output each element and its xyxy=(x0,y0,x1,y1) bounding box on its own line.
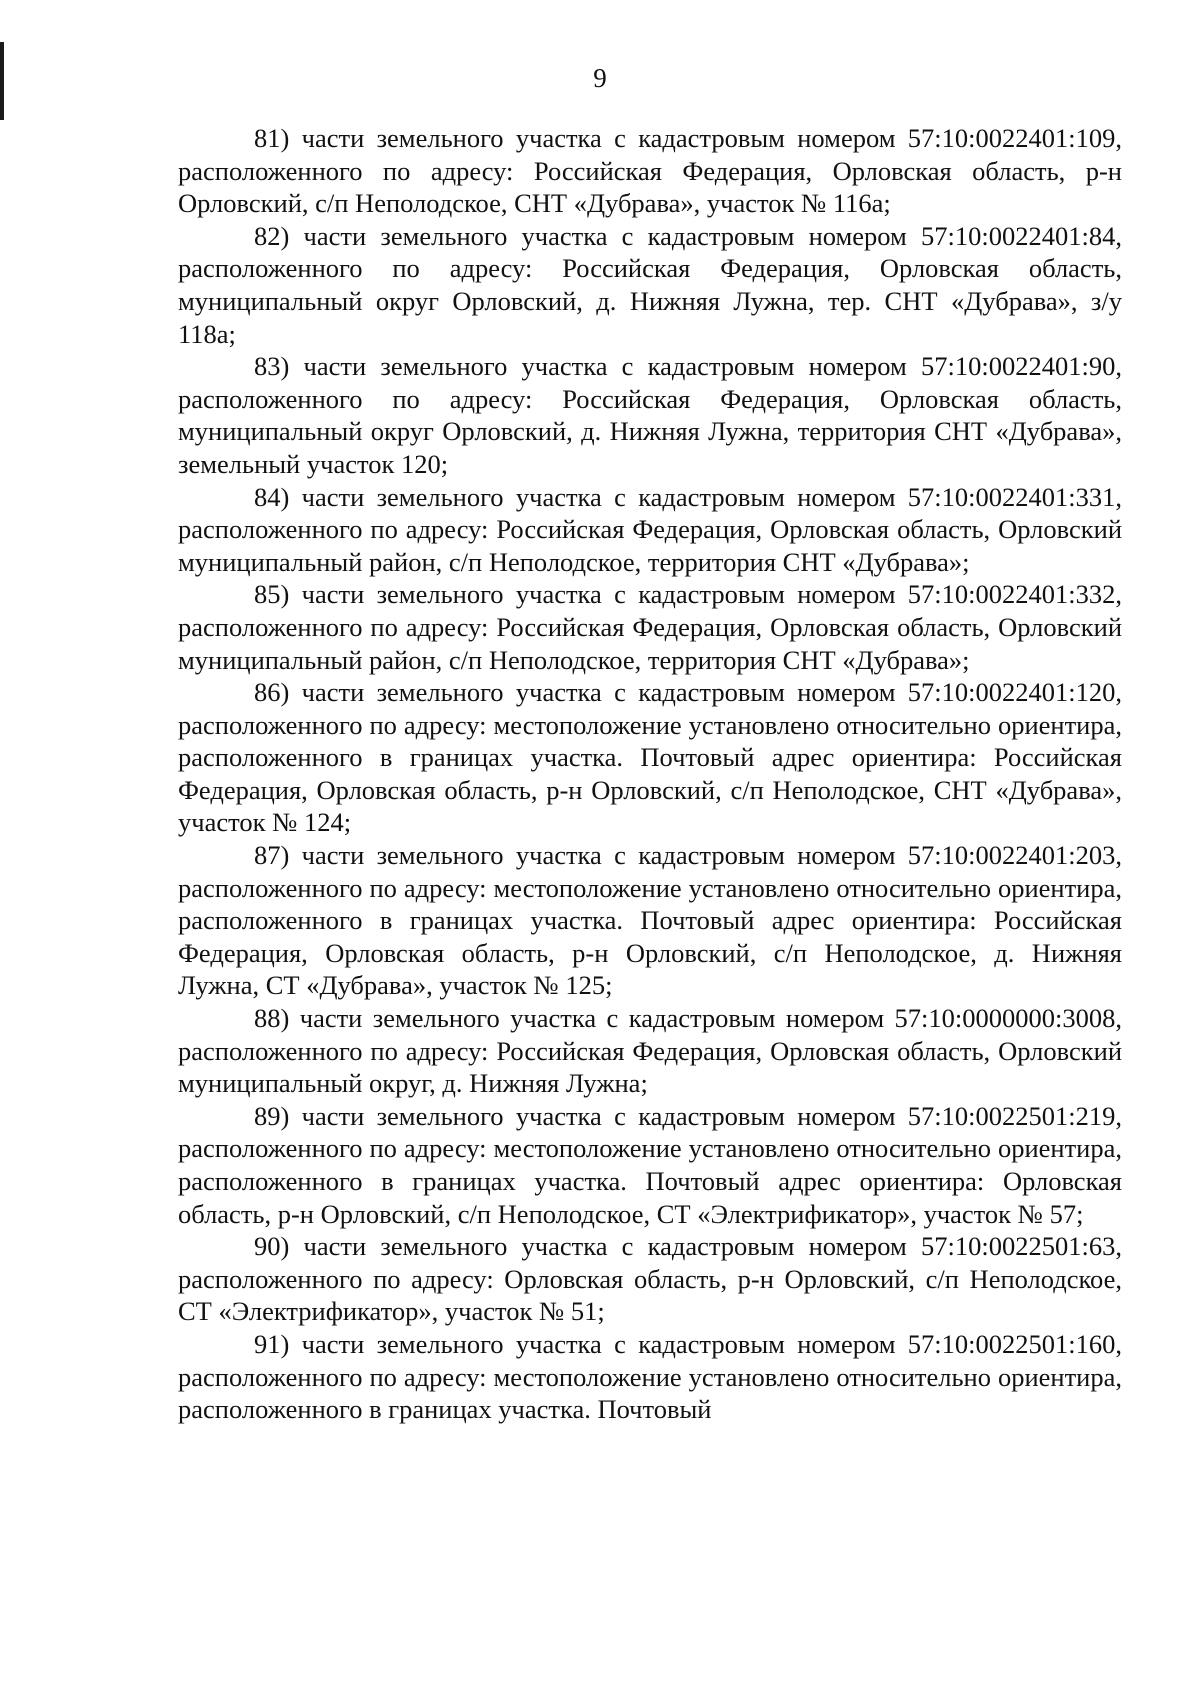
paragraph-item-88: 88) части земельного участка с кадастровым номером 57:10:0000000:3008, расположенного по адресу: Российская Федерация, Орловская область, Орловский муниципальный округ, д. Нижняя Лужна; xyxy=(178,1003,1122,1099)
paragraph-item-82: 82) части земельного участка с кадастровым номером 57:10:0022401:84, расположенного по адресу: Российская Федерация, Орловская область, муниципальный округ Орловский, д. Нижняя Лужна, тер. СНТ «Дубрава», з/у 118а; xyxy=(178,220,1122,349)
paragraph-item-85: 85) части земельного участка с кадастровым номером 57:10:0022401:332, расположенного по адресу: Российская Федерация, Орловская область, Орловский муниципальный район, с/п Неполодское, территория СНТ «Дубрава»; xyxy=(178,579,1122,675)
paragraph-item-83: 83) части земельного участка с кадастровым номером 57:10:0022401:90, расположенного по адресу: Российская Федерация, Орловская область, муниципальный округ Орловский, д. Нижняя Лужна, территория СНТ «Дубрава», земельный участок 120; xyxy=(178,351,1122,479)
page-number: 9 xyxy=(593,63,607,93)
paragraph-item-86: 86) части земельного участка с кадастровым номером 57:10:0022401:120, расположенного по адресу: местоположение установлено относительно ориентира, расположенного в границах участка. Почтовый адрес ориентира: Российская Федерация, Орловская область, р-н Орловский, с/п Неполодское, СНТ «Дубрава», участок № 124; xyxy=(178,677,1122,838)
paragraph-item-84: 84) части земельного участка с кадастровым номером 57:10:0022401:331, расположенного по адресу: Российская Федерация, Орловская область, Орловский муниципальный район, с/п Неполодское, территория СНТ «Дубрава»; xyxy=(178,481,1122,577)
paragraph-item-90: 90) части земельного участка с кадастровым номером 57:10:0022501:63, расположенного по адресу: Орловская область, р-н Орловский, с/п Неполодское, СТ «Электрификатор», участок № 51; xyxy=(178,1231,1122,1327)
paragraph-item-87: 87) части земельного участка с кадастровым номером 57:10:0022401:203, расположенного по адресу: местоположение установлено относительно ориентира, расположенного в границах участка. Почтовый адрес ориентира: Российская Федерация, Орловская область, р-н Орловский, с/п Неполодское, д. Нижняя Лужна, СТ «Дубрава», участок № 125; xyxy=(178,840,1122,1001)
document-body xyxy=(178,122,1122,1426)
paragraph-item-89: 89) части земельного участка с кадастровым номером 57:10:0022501:219, расположенного по адресу: местоположение установлено относительно ориентира, расположенного в границах участка. Почтовый адрес ориентира: Орловская область, р-н Орловский, с/п Неполодское, СТ «Электрификатор», участок № 57; xyxy=(178,1100,1122,1229)
paragraph-item-91: 91) части земельного участка с кадастровым номером 57:10:0022501:160, расположенного по адресу: местоположение установлено относительно ориентира, расположенного в границах участка. Почтовый xyxy=(178,1328,1122,1425)
paragraph-item-81: 81) части земельного участка с кадастровым номером 57:10:0022401:109, расположенного по адресу: Российская Федерация, Орловская область, р-н Орловский, с/п Неполодское, СНТ «Дубрава», участок № 116а; xyxy=(178,123,1122,219)
